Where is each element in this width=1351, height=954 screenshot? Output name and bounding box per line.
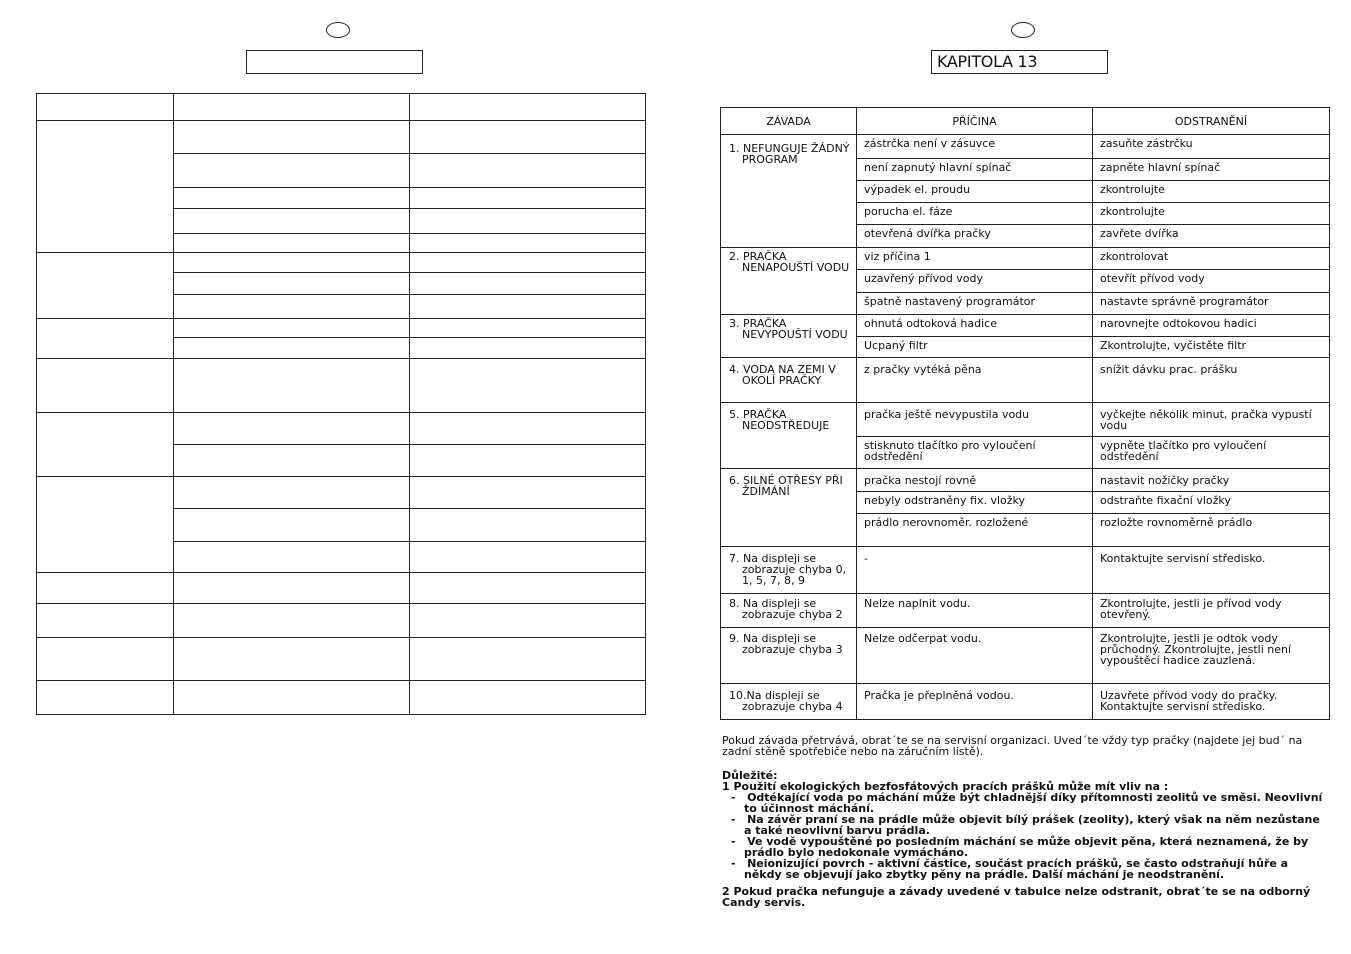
cause-cell: prádlo nerovnoměr. rozložené [857, 514, 1093, 547]
fix-cell: nastavte správně programátor [1093, 293, 1330, 315]
cause-cell: Ucpaný filtr [857, 337, 1093, 358]
cause-cell: výpadek el. proudu [857, 181, 1093, 203]
cause-cell: viz příčina 1 [857, 248, 1093, 270]
fault-cell: 5. PRAČKA NEODSTŘEDUJE [721, 403, 857, 469]
fix-cell: Kontaktujte servisní středisko. [1093, 547, 1330, 594]
cause-cell: Nelze odčerpat vodu. [857, 628, 1093, 684]
fault-cell: 4. VODA NA ZEMI V OKOLÍ PRAČKY [721, 358, 857, 403]
fault-cell: 10.Na displeji se zobrazuje chyba 4 [721, 684, 857, 720]
cause-cell: - [857, 547, 1093, 594]
chapter-title-box [931, 50, 1108, 74]
table-row [721, 684, 1330, 720]
note-point-1: 1 Použití ekologických bezfosfátových pracích prášků může mít vliv na : [722, 780, 1169, 793]
fix-cell: odstraňte fixační vložky [1093, 492, 1330, 514]
empty-table-left [36, 93, 646, 715]
fix-cell: snížit dávku prac. prášku [1093, 358, 1330, 403]
fix-cell: vypněte tlačítko pro vyloučení odstředění [1093, 437, 1330, 469]
table-row [721, 469, 1330, 492]
table-row [721, 315, 1330, 337]
note-point-2: 2 Pokud pračka nefunguje a závady uvedené v tabulce nelze odstranit, obrat´te se na odborný Candy servis. [722, 885, 1311, 909]
header-fix: ODSTRANĚNÍ [1093, 108, 1330, 135]
cause-cell: ohnutá odtoková hadice [857, 315, 1093, 337]
cause-cell: Pračka je přeplněná vodou. [857, 684, 1093, 720]
table-row [721, 248, 1330, 270]
fault-cell: 6. SILNÉ OTŘESY PŘI ŽDÍMÁNÍ [721, 469, 857, 547]
table-row [721, 358, 1330, 403]
troubleshooting-table [720, 107, 1330, 720]
cause-cell: stisknuto tlačítko pro vyloučení odstředění [857, 437, 1093, 469]
fix-cell: zapněte hlavní spínač [1093, 159, 1330, 181]
fix-cell: Zkontrolujte, jestli je odtok vody průchodný. Zkontrolujte, jestli není vypouštěcí hadice zauzlená. [1093, 628, 1330, 684]
cause-cell: pračka nestojí rovně [857, 469, 1093, 492]
cause-cell: nebyly odstraněny fix. vložky [857, 492, 1093, 514]
table-header-row [721, 108, 1330, 135]
fault-cell: 9. Na displeji se zobrazuje chyba 3 [721, 628, 857, 684]
notes-intro: Pokud závada přetrvává, obrat´te se na servisní organizaci. Uved´te vždy typ pračky (najdete jej bud´ na zadní stěně spotřebiče nebo na záručním listě). [722, 734, 1303, 758]
note-bullet: - Na závěr praní se na prádle může objevit bílý prášek (zeolity), který však na něm nezůstane a také neovlivní barvu prádla. [731, 813, 1320, 837]
important-label: Důležité: [722, 769, 778, 782]
fix-cell: rozložte rovnoměrně prádlo [1093, 514, 1330, 547]
table-row [721, 594, 1330, 628]
table-row [721, 628, 1330, 684]
header-fault: ZÁVADA [721, 108, 857, 135]
header-cause: PŘÍČINA [857, 108, 1093, 135]
fix-cell: nastavit nožičky pračky [1093, 469, 1330, 492]
fault-cell: 8. Na displeji se zobrazuje chyba 2 [721, 594, 857, 628]
fix-cell: narovnejte odtokovou hadici [1093, 315, 1330, 337]
cause-cell: zástrčka není v zásuvce [857, 135, 1093, 159]
note-bullet: - Odtékající voda po máchání může být chladnější díky přítomnosti zeolitů ve směsi. Neovlivní to účinnost máchání. [731, 791, 1323, 815]
language-marker-left [326, 22, 350, 38]
cause-cell: z pračky vytéká pěna [857, 358, 1093, 403]
cause-cell: otevřená dvířka pračky [857, 225, 1093, 248]
fix-cell: zavřete dvířka [1093, 225, 1330, 248]
language-marker-right [1011, 22, 1035, 38]
table-row [721, 547, 1330, 594]
fault-cell: 3. PRAČKA NEVYPOUŠTÍ VODU [721, 315, 857, 358]
note-bullet: - Ve vodě vypouštěné po posledním máchání se může objevit pěna, která neznamená, že by prádlo bylo nedokonale vymácháno. [731, 835, 1309, 859]
fault-cell: 7. Na displeji se zobrazuje chyba 0, 1, 5, 7, 8, 9 [721, 547, 857, 594]
table-row [721, 403, 1330, 437]
cause-cell: uzavřený přívod vody [857, 270, 1093, 293]
cause-cell: porucha el. fáze [857, 203, 1093, 225]
notes-section [722, 735, 1328, 908]
fix-cell: zkontrolujte [1093, 203, 1330, 225]
fix-cell: Uzavřete přívod vody do pračky. Kontaktujte servisní středisko. [1093, 684, 1330, 720]
cause-cell: pračka ještě nevypustila vodu [857, 403, 1093, 437]
cause-cell: Nelze naplnit vodu. [857, 594, 1093, 628]
cause-cell: špatně nastavený programátor [857, 293, 1093, 315]
fix-cell: zkontrolujte [1093, 181, 1330, 203]
cause-cell: není zapnutý hlavní spínač [857, 159, 1093, 181]
fault-cell: 1. NEFUNGUJE ŽÁDNÝ PROGRAM [721, 135, 857, 248]
table-row [721, 135, 1330, 159]
fix-cell: Zkontrolujte, jestli je přívod vody otevřený. [1093, 594, 1330, 628]
fix-cell: otevřít přívod vody [1093, 270, 1330, 293]
fix-cell: zasuňte zástrčku [1093, 135, 1330, 159]
chapter-title: KAPITOLA 13 [937, 52, 1038, 71]
fix-cell: zkontrolovat [1093, 248, 1330, 270]
fault-cell: 2. PRAČKA NENAPOUŠTÍ VODU [721, 248, 857, 315]
title-box-left [246, 50, 423, 74]
note-bullet: - Neionizující povrch - aktivní částice, součást pracích prášků, se často odstraňují hůře a někdy se objevují jako zbytky pěny na prádle. Další máchání je neodstranění. [731, 857, 1289, 881]
fix-cell: Zkontrolujte, vyčistěte filtr [1093, 337, 1330, 358]
fix-cell: vyčkejte několik minut, pračka vypustí vodu [1093, 403, 1330, 437]
